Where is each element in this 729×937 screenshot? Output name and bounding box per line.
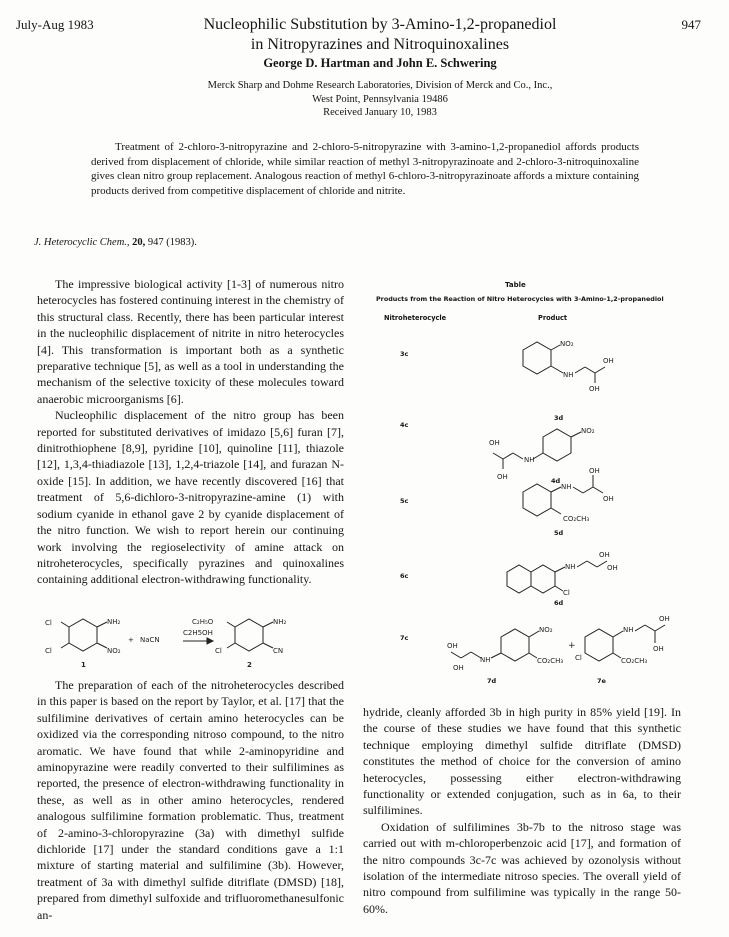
structure-7d: [501, 629, 529, 661]
affiliation-line-1: Merck Sharp and Dohme Research Laboratories, Division of Merck and Co., Inc.,: [207, 80, 553, 91]
table-row-product: 6d: [554, 599, 564, 607]
svg-text:OH: OH: [603, 357, 614, 365]
compound-label-1: 1: [81, 661, 86, 669]
svg-text:OH: OH: [589, 385, 600, 393]
authors: George D. Hartman and John E. Schwering: [263, 56, 497, 70]
svg-text:NO₂: NO₂: [539, 626, 553, 634]
svg-text:OH: OH: [653, 645, 664, 653]
table-row-reactant: 6c: [400, 572, 409, 580]
scheme-condition: C2H5OH: [183, 629, 213, 637]
svg-text:NO₂: NO₂: [107, 647, 121, 655]
paragraph-preparation: The preparation of each of the nitroheterocycles described in this paper is based on the report by Taylor, et al. [17] that the sulfilimine derivatives of certain amino heterocycles can be oxidized via the corresponding nitroso compound, to the nitro aromatic. We have found that while 2-aminopyridine and aminopyrazine were readily converted to their sulfilimines as reported, the presence of electron-withdrawing functionality in these, as well as in other amino heterocycles, rendered analogous sulfilimine formation problematic. Thus, treatment of 2-amino-3-chloropyrazine (3a) with dimethyl sulfide dichloride [17] under the standard conditions gave a 1:1 mixture of starting material and sulfilimine (3b). However, treatment of 3a with dimethyl sulfide ditriflate (DMSD) [18], prepared from dimethyl sulfoxide and trifluoromethanesulfonic an-: [37, 678, 344, 922]
svg-text:Cl: Cl: [575, 654, 582, 662]
svg-text:Cl: Cl: [45, 647, 52, 655]
svg-text:NH: NH: [623, 626, 634, 634]
table-row-reactant: 4c: [400, 421, 409, 429]
table-row-reactant: 5c: [400, 497, 409, 505]
svg-text:OH: OH: [659, 615, 670, 623]
left-column-upper: [37, 276, 344, 588]
table-title: Table: [505, 281, 526, 289]
journal-citation: [34, 237, 197, 248]
paragraph-continuation: hydride, cleanly afforded 3b in high purity in 85% yield [19]. In the course of these studies we have found that this synthetic technique employing dimethyl sulfide ditriflate (DMSD) constitutes the method of choice for the conversion of amino heterocycles, possessing either electron-withdrawing functionality or extended conjugation, such as in 6a, to their sulfilimines.: [363, 705, 681, 818]
svg-text:+: +: [568, 641, 576, 651]
svg-text:C₂H₅O: C₂H₅O: [192, 618, 214, 626]
scheme-reagent: NaCN: [140, 636, 160, 644]
structure-3d: [523, 342, 551, 374]
svg-text:Cl: Cl: [215, 647, 222, 655]
svg-text:OH: OH: [607, 564, 618, 572]
svg-text:NH: NH: [565, 563, 576, 571]
journal-pages: 947 (1983).: [147, 237, 197, 248]
scheme-plus: +: [128, 636, 134, 644]
svg-text:NH: NH: [561, 483, 572, 491]
svg-text:NH: NH: [480, 656, 491, 664]
structure-6d: [507, 565, 531, 593]
paragraph-oxidation: Oxidation of sulfilimines 3b-7b to the nitroso stage was carried out with m-chloroperbenzoic acid [17], and formation of the nitro compounds 3c-7c was achieved by ozonolysis without isolation of the intermediate nitroso species. The overall yield of nitro compound from sulfilimine was typically in the range 50-60%.: [363, 819, 681, 916]
svg-text:CN: CN: [273, 647, 284, 655]
svg-text:OH: OH: [497, 473, 508, 481]
journal-name: J. Heterocyclic Chem.,: [34, 237, 130, 248]
reaction-scheme: [37, 615, 344, 673]
svg-text:OH: OH: [447, 642, 458, 650]
left-column-lower: [37, 677, 344, 923]
svg-text:OH: OH: [489, 439, 500, 447]
abstract: Treatment of 2-chloro-3-nitropyrazine and 2-chloro-5-nitropyrazine with 3-amino-1,2-propanediol affords products derived from displacement of chloride, while similar reaction of methyl 3-nitropyrazinoate and 2-chloro-3-nitroquinoxaline gives clean nitro group replacement. Analogous reaction of methyl 6-chloro-3-nitropyrazinoate affords a mixture containing products derived from competitive displacement of chloride and nitrite.: [91, 141, 639, 197]
svg-text:CO₂CH₃: CO₂CH₃: [621, 657, 648, 665]
svg-text:OH: OH: [453, 664, 464, 672]
title-line-1: Nucleophilic Substitution by 3-Amino-1,2-propanediol: [203, 16, 557, 33]
svg-text:CO₂CH₃: CO₂CH₃: [537, 657, 564, 665]
svg-text:NH: NH: [524, 456, 535, 464]
svg-text:NH₂: NH₂: [107, 618, 121, 626]
svg-text:OH: OH: [599, 551, 610, 559]
structure-7e: [585, 629, 613, 661]
compound-label-2: 2: [247, 661, 252, 669]
table-header-product: Product: [538, 314, 568, 322]
pyrazine-ring-2: [235, 619, 263, 651]
svg-text:Cl: Cl: [563, 589, 570, 597]
svg-text:NH₂: NH₂: [273, 618, 287, 626]
table-row-reactant: 3c: [400, 350, 409, 358]
title-line-2: in Nitropyrazines and Nitroquinoxalines: [250, 36, 510, 53]
svg-text:CO₂CH₃: CO₂CH₃: [563, 515, 590, 523]
table-row-reactant: 7c: [400, 634, 409, 642]
svg-text:OH: OH: [589, 467, 600, 475]
right-column: [363, 704, 681, 917]
running-date: July-Aug 1983: [16, 17, 94, 32]
svg-text:NO₂: NO₂: [581, 427, 595, 435]
svg-text:NH: NH: [563, 371, 574, 379]
svg-text:NO₂: NO₂: [560, 340, 574, 348]
table-row-product: 5d: [554, 529, 564, 537]
article-title: [120, 15, 640, 55]
affiliation-line-2: West Point, Pennsylvania 19486: [312, 93, 448, 105]
table-row-product: 4d: [551, 477, 561, 485]
table-row-product: 7d: [487, 677, 497, 685]
affiliation: [100, 79, 660, 120]
pyrazine-ring-1: [69, 619, 97, 651]
paragraph-intro: The impressive biological activity [1-3] of numerous nitro heterocycles has fostered continuing interest in the chemistry of this structural class. Recently, there has been particular interest in the nucleophilic displacement of nitrite in nitro heterocycles [4]. This transformation is important both as a synthetic preparative technique [5], as well as a tool in understanding the mechanism of the selective toxicity of these molecules toward anaerobic microorganisms [6].: [37, 277, 344, 406]
svg-text:Cl: Cl: [45, 619, 52, 627]
table-row-product: 7e: [597, 677, 606, 685]
table-caption: Products from the Reaction of Nitro Heterocycles with 3-Amino-1,2-propanediol: [376, 295, 664, 303]
structure-4d: [543, 429, 571, 461]
paragraph-displacement: Nucleophilic displacement of the nitro group has been reported for substituted derivatives of imidazo [5,6] furan [7], dinitrothiophene [8,9], pyridine [10], quinoline [11], thiazole [12], 1,3,4-thiadiazole [13], 1,2,4-triazole [14], and furazan N-oxide [15]. In addition, we have recently discovered [16] that treatment of 5,6-dichloro-3-nitropyrazine-amine (1) with sodium cyanide in ethanol gave 2 by cyanide displacement of the nitro function. We wish to report herein our continuing work involving the regioselectivity of amine attack on nitroheterocycles, specifically pyrazines and quinoxalines containing additional electron-withdrawing functionality.: [37, 408, 344, 587]
table-structures: [363, 325, 693, 680]
svg-text:OH: OH: [603, 495, 614, 503]
structure-5d: [523, 484, 551, 516]
journal-volume: 20,: [132, 237, 146, 248]
page-number: 947: [681, 17, 701, 32]
received-date: Received January 10, 1983: [323, 107, 437, 118]
table-row-product: 3d: [554, 414, 564, 422]
table-header-nitroheterocycle: Nitroheterocycle: [384, 314, 447, 322]
